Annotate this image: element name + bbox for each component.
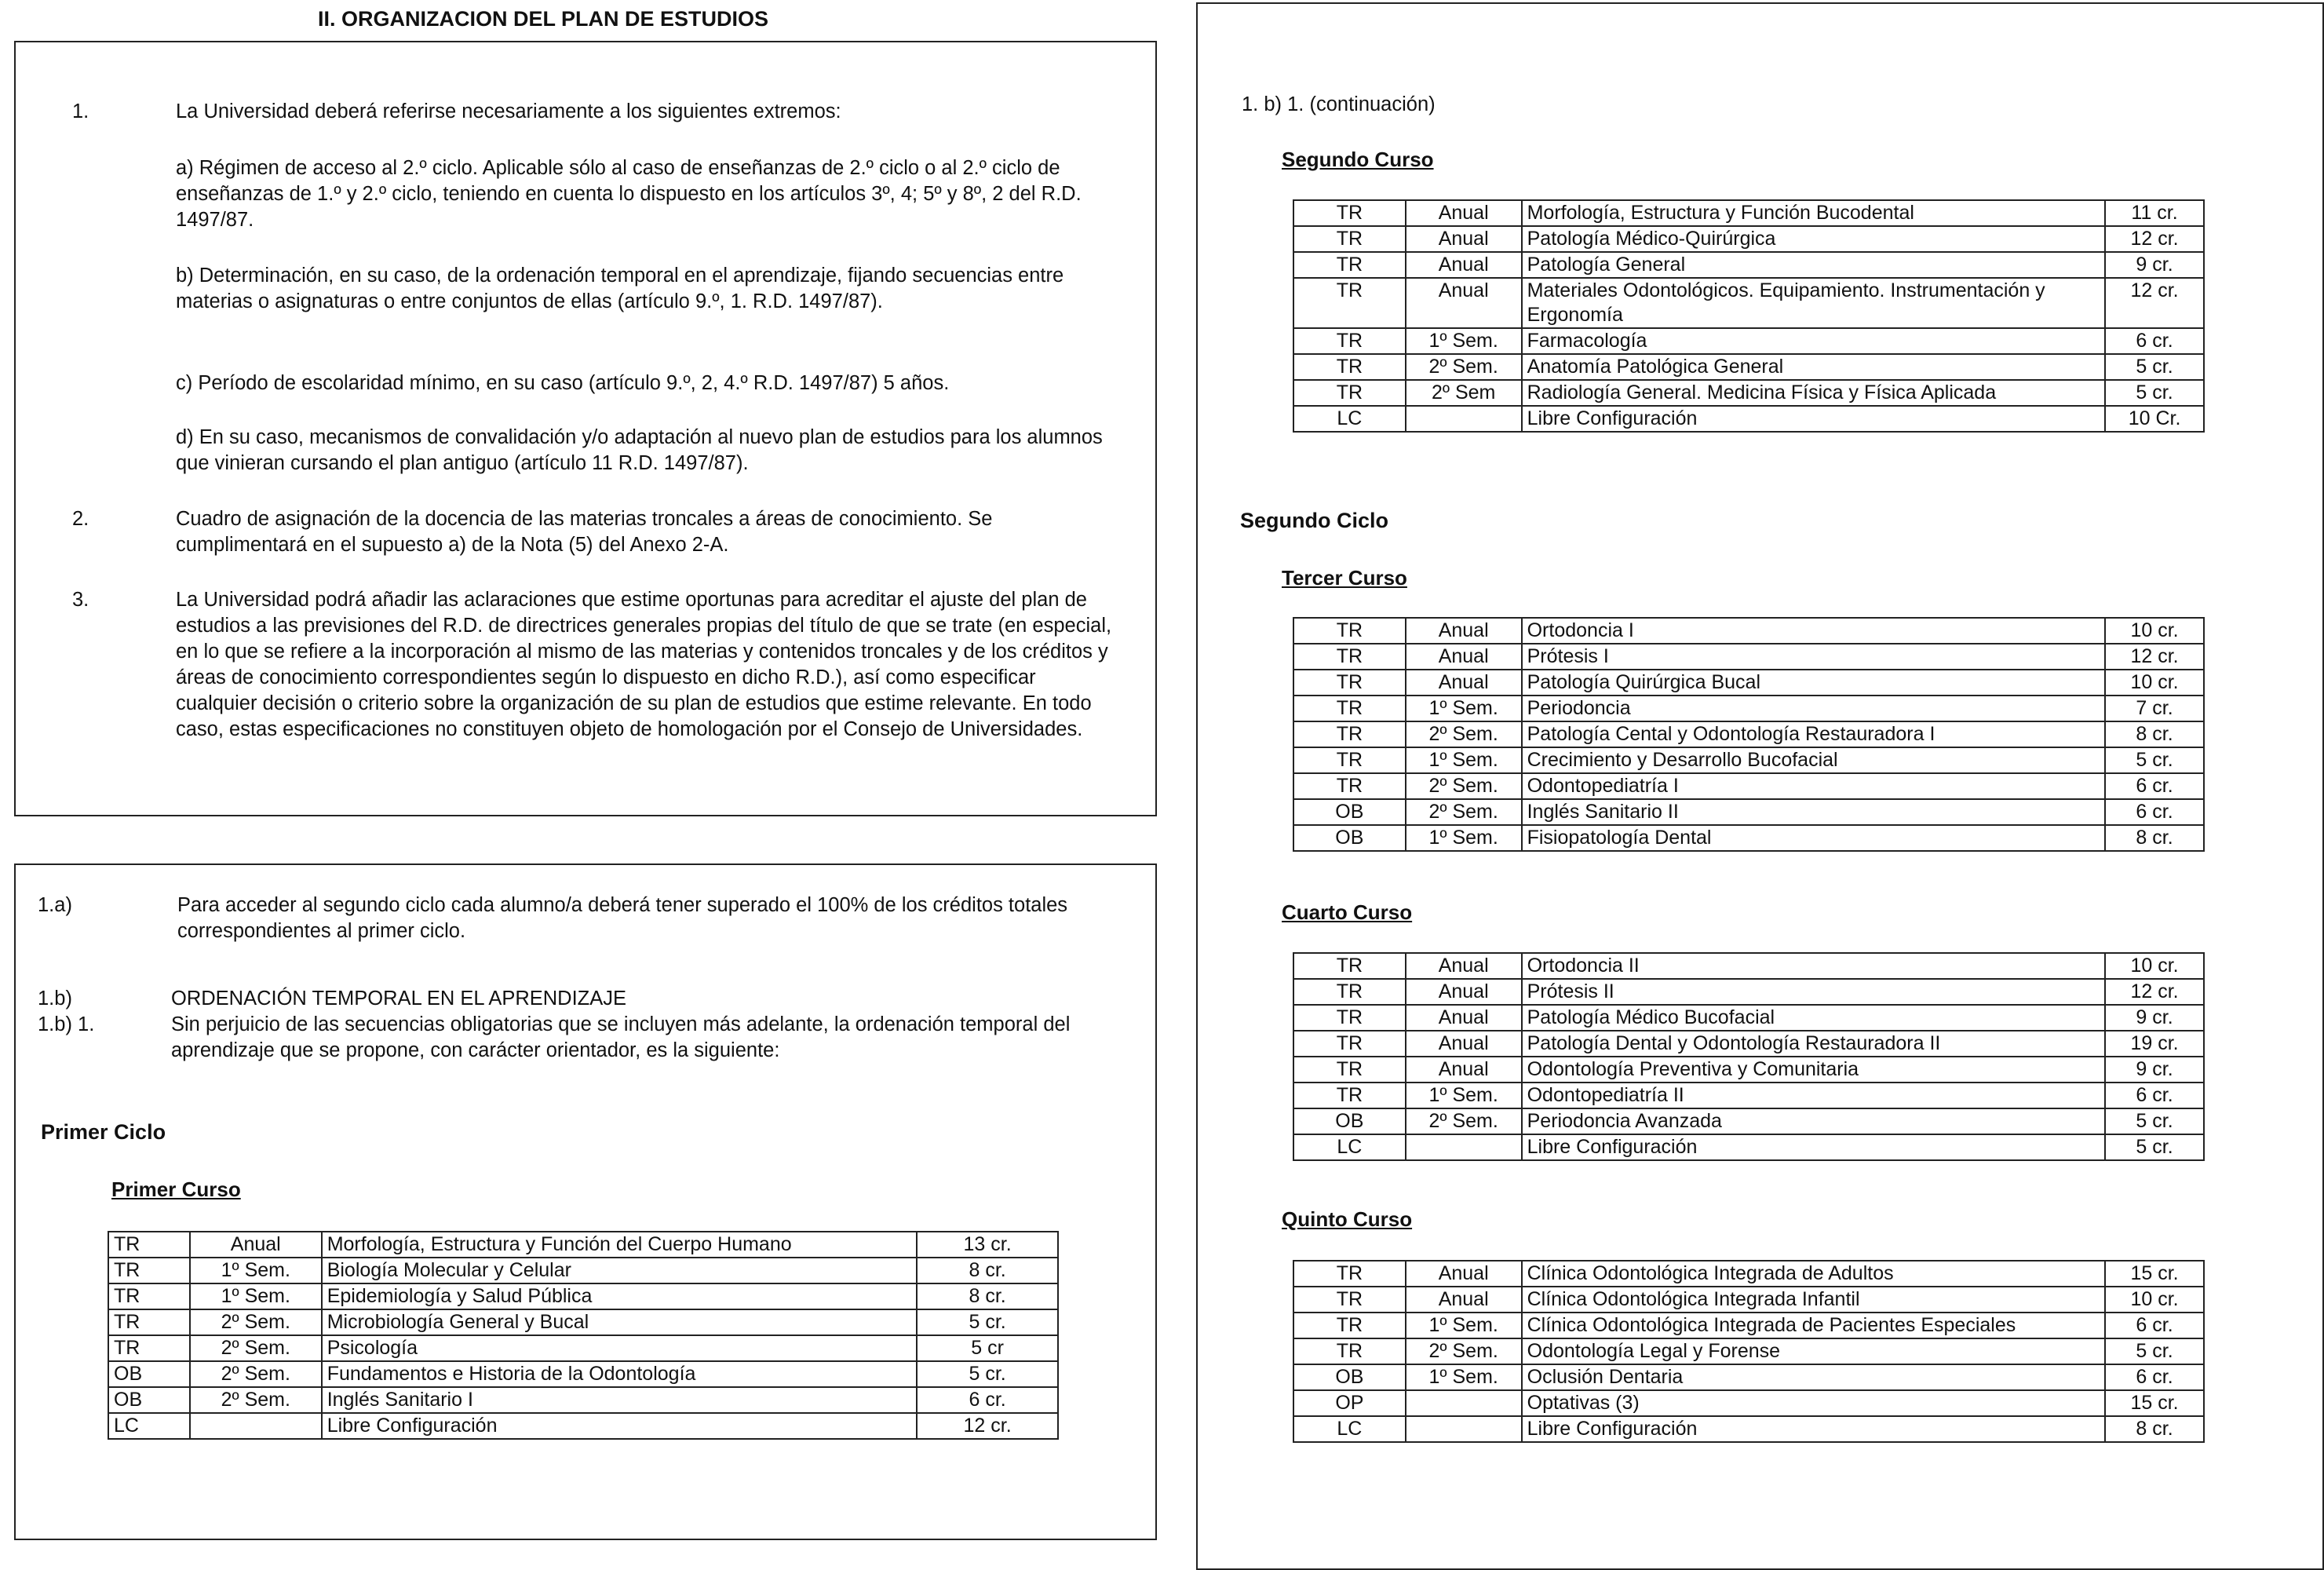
period-cell: 2º Sem. bbox=[1406, 773, 1522, 799]
table-row bbox=[1293, 1031, 2204, 1057]
table-row bbox=[108, 1361, 1058, 1387]
period-cell: 2º Sem. bbox=[1406, 1338, 1522, 1364]
credits-cell: 5 cr. bbox=[2105, 747, 2204, 773]
period-cell bbox=[1406, 1416, 1522, 1442]
page-title: II. ORGANIZACION DEL PLAN DE ESTUDIOS bbox=[318, 7, 769, 31]
subject-cell: Radiología General. Medicina Física y Física Aplicada bbox=[1522, 380, 2106, 406]
subject-cell: Libre Configuración bbox=[1522, 406, 2106, 432]
item-a-text: a) Régimen de acceso al 2.º ciclo. Aplicable sólo al caso de enseñanzas de 2.º ciclo o al 2.º ciclo de enseñanzas de 1.º y 2.º ciclo, teniendo en cuenta lo dispuesto en los artículos 3º, 4; 5º y 8º, 2 del R.D. 1497/87. bbox=[176, 157, 1082, 231]
period-cell bbox=[1406, 1134, 1522, 1160]
type-cell: TR bbox=[1293, 979, 1406, 1005]
period-cell: 2º Sem. bbox=[1406, 1108, 1522, 1134]
period-cell bbox=[1406, 1390, 1522, 1416]
table-row bbox=[1293, 226, 2204, 252]
table-row bbox=[1293, 1261, 2204, 1287]
credits-cell: 6 cr. bbox=[917, 1387, 1058, 1413]
credits-cell: 9 cr. bbox=[2105, 252, 2204, 278]
item-b-text: b) Determinación, en su caso, de la ordenación temporal en el aprendizaje, fijando secuencias entre materias o asignaturas o entre conjuntos de ellas (artículo 9.º, 1. R.D. 1497/87). bbox=[176, 265, 1064, 312]
period-cell: Anual bbox=[1406, 1261, 1522, 1287]
table-row bbox=[1293, 1287, 2204, 1313]
type-cell: TR bbox=[108, 1283, 190, 1309]
item-1-text: La Universidad deberá referirse necesariamente a los siguientes extremos: bbox=[176, 100, 841, 122]
credits-cell: 9 cr. bbox=[2105, 1057, 2204, 1083]
type-cell: TR bbox=[1293, 773, 1406, 799]
credits-cell: 10 cr. bbox=[2105, 953, 2204, 979]
table-row bbox=[1293, 1005, 2204, 1031]
credits-cell: 5 cr. bbox=[2105, 1108, 2204, 1134]
p1a-text: Para acceder al segundo ciclo cada alumno/a deberá tener superado el 100% de los créditos totales correspondientes al primer ciclo. bbox=[177, 894, 1068, 942]
subject-cell: Patología Quirúrgica Bucal bbox=[1522, 670, 2106, 696]
table-row bbox=[108, 1283, 1058, 1309]
credits-cell: 15 cr. bbox=[2105, 1261, 2204, 1287]
primer-curso-table bbox=[108, 1231, 1059, 1440]
table-row bbox=[1293, 618, 2204, 644]
subject-cell: Epidemiología y Salud Pública bbox=[322, 1283, 918, 1309]
type-cell: TR bbox=[108, 1335, 190, 1361]
table-row bbox=[108, 1387, 1058, 1413]
period-cell: Anual bbox=[190, 1232, 322, 1258]
period-cell: 1º Sem. bbox=[1406, 747, 1522, 773]
table-row bbox=[1293, 200, 2204, 226]
subject-cell: Periodoncia Avanzada bbox=[1522, 1108, 2106, 1134]
type-cell: TR bbox=[1293, 1287, 1406, 1313]
table-row bbox=[1293, 1416, 2204, 1442]
period-cell: 2º Sem. bbox=[1406, 721, 1522, 747]
subject-cell: Libre Configuración bbox=[1522, 1416, 2105, 1442]
type-cell: TR bbox=[1293, 1031, 1406, 1057]
type-cell: TR bbox=[1293, 1261, 1406, 1287]
subject-cell: Inglés Sanitario I bbox=[322, 1387, 918, 1413]
table-row bbox=[108, 1309, 1058, 1335]
period-cell: Anual bbox=[1406, 1057, 1522, 1083]
credits-cell: 8 cr. bbox=[2105, 721, 2204, 747]
period-cell: Anual bbox=[1406, 979, 1522, 1005]
credits-cell: 12 cr. bbox=[2105, 278, 2204, 328]
period-cell: Anual bbox=[1406, 1031, 1522, 1057]
subject-cell: Optativas (3) bbox=[1522, 1390, 2105, 1416]
table-row bbox=[1293, 406, 2204, 432]
subject-cell: Libre Configuración bbox=[1522, 1134, 2106, 1160]
credits-cell: 5 cr. bbox=[2105, 354, 2204, 380]
credits-cell: 8 cr. bbox=[2105, 1416, 2204, 1442]
table-row bbox=[108, 1335, 1058, 1361]
type-cell: TR bbox=[1293, 721, 1406, 747]
subject-cell: Patología Médico Bucofacial bbox=[1522, 1005, 2106, 1031]
period-cell: 2º Sem. bbox=[1406, 799, 1522, 825]
period-cell: Anual bbox=[1406, 644, 1522, 670]
period-cell: Anual bbox=[1406, 670, 1522, 696]
type-cell: TR bbox=[108, 1232, 190, 1258]
type-cell: TR bbox=[1293, 747, 1406, 773]
table-row bbox=[1293, 380, 2204, 406]
period-cell: 2º Sem. bbox=[190, 1361, 322, 1387]
credits-cell: 6 cr. bbox=[2105, 1364, 2204, 1390]
p1b1-text: Sin perjuicio de las secuencias obligatorias que se incluyen más adelante, la ordenación temporal del aprendizaje que se propone, con carácter orientador, es la siguiente: bbox=[171, 1013, 1071, 1061]
cuarto-curso-table bbox=[1293, 952, 2205, 1161]
type-cell: TR bbox=[1293, 696, 1406, 721]
period-cell: Anual bbox=[1406, 226, 1522, 252]
type-cell: TR bbox=[1293, 1338, 1406, 1364]
tercer-curso-table bbox=[1293, 617, 2205, 852]
type-cell: LC bbox=[1293, 1416, 1406, 1442]
item-3-number: 3. bbox=[72, 589, 89, 611]
period-cell: Anual bbox=[1406, 252, 1522, 278]
table-row bbox=[1293, 696, 2204, 721]
item-2-text: Cuadro de asignación de la docencia de las materias troncales a áreas de conocimiento. Se cumplimentará en el supuesto a) de la Nota (5) del Anexo 2-A. bbox=[176, 508, 993, 556]
credits-cell: 13 cr. bbox=[917, 1232, 1058, 1258]
p1b-number: 1.b) bbox=[38, 988, 72, 1010]
type-cell: OB bbox=[1293, 1364, 1406, 1390]
credits-cell: 5 cr. bbox=[917, 1361, 1058, 1387]
subject-cell: Oclusión Dentaria bbox=[1522, 1364, 2105, 1390]
credits-cell: 8 cr. bbox=[2105, 825, 2204, 851]
type-cell: OB bbox=[108, 1387, 190, 1413]
primer-curso-heading: Primer Curso bbox=[111, 1178, 241, 1201]
subject-cell: Clínica Odontológica Integrada de Pacientes Especiales bbox=[1522, 1313, 2105, 1338]
period-cell: 1º Sem. bbox=[1406, 1313, 1522, 1338]
credits-cell: 12 cr. bbox=[917, 1413, 1058, 1439]
period-cell: 2º Sem. bbox=[1406, 354, 1522, 380]
period-cell: Anual bbox=[1406, 618, 1522, 644]
credits-cell: 15 cr. bbox=[2105, 1390, 2204, 1416]
type-cell: TR bbox=[1293, 644, 1406, 670]
item-d-text: d) En su caso, mecanismos de convalidación y/o adaptación al nuevo plan de estudios para los alumnos que vinieran cursando el plan antiguo (artículo 11 R.D. 1497/87). bbox=[176, 426, 1103, 474]
credits-cell: 6 cr. bbox=[2105, 1083, 2204, 1108]
subject-cell: Crecimiento y Desarrollo Bucofacial bbox=[1522, 747, 2106, 773]
table-row bbox=[1293, 953, 2204, 979]
table-row bbox=[1293, 1338, 2204, 1364]
subject-cell: Patología General bbox=[1522, 252, 2106, 278]
table-row bbox=[108, 1232, 1058, 1258]
subject-cell: Prótesis I bbox=[1522, 644, 2106, 670]
table-row bbox=[108, 1258, 1058, 1283]
p1b-heading: ORDENACIÓN TEMPORAL EN EL APRENDIZAJE bbox=[171, 988, 627, 1010]
item-c-text: c) Período de escolaridad mínimo, en su caso (artículo 9.º, 2, 4.º R.D. 1497/87) 5 años. bbox=[176, 372, 950, 394]
subject-cell: Clínica Odontológica Integrada de Adultos bbox=[1522, 1261, 2105, 1287]
credits-cell: 7 cr. bbox=[2105, 696, 2204, 721]
subject-cell: Patología Médico-Quirúrgica bbox=[1522, 226, 2106, 252]
period-cell: 1º Sem. bbox=[1406, 328, 1522, 354]
type-cell: TR bbox=[1293, 1083, 1406, 1108]
type-cell: OB bbox=[1293, 825, 1406, 851]
table-row bbox=[1293, 721, 2204, 747]
credits-cell: 10 cr. bbox=[2105, 618, 2204, 644]
p1a-number: 1.a) bbox=[38, 894, 72, 916]
subject-cell: Biología Molecular y Celular bbox=[322, 1258, 918, 1283]
subject-cell: Patología Cental y Odontología Restauradora I bbox=[1522, 721, 2106, 747]
type-cell: OB bbox=[108, 1361, 190, 1387]
type-cell: TR bbox=[1293, 618, 1406, 644]
subject-cell: Clínica Odontológica Integrada Infantil bbox=[1522, 1287, 2105, 1313]
credits-cell: 6 cr. bbox=[2105, 1313, 2204, 1338]
credits-cell: 5 cr. bbox=[917, 1309, 1058, 1335]
subject-cell: Morfología, Estructura y Función Bucodental bbox=[1522, 200, 2106, 226]
table-row bbox=[1293, 773, 2204, 799]
table-row bbox=[1293, 1313, 2204, 1338]
table-row bbox=[1293, 670, 2204, 696]
period-cell bbox=[190, 1413, 322, 1439]
table-row bbox=[1293, 799, 2204, 825]
period-cell: 1º Sem. bbox=[1406, 1364, 1522, 1390]
subject-cell: Farmacología bbox=[1522, 328, 2106, 354]
type-cell: TR bbox=[108, 1258, 190, 1283]
type-cell: OB bbox=[1293, 799, 1406, 825]
type-cell: LC bbox=[1293, 406, 1406, 432]
continuation-label: 1. b) 1. (continuación) bbox=[1242, 93, 1436, 115]
credits-cell: 12 cr. bbox=[2105, 644, 2204, 670]
period-cell: 1º Sem. bbox=[1406, 696, 1522, 721]
period-cell: 1º Sem. bbox=[190, 1258, 322, 1283]
cuarto-curso-heading: Cuarto Curso bbox=[1282, 900, 1413, 924]
credits-cell: 10 cr. bbox=[2105, 670, 2204, 696]
period-cell: 2º Sem. bbox=[190, 1335, 322, 1361]
table-row bbox=[1293, 1083, 2204, 1108]
period-cell: Anual bbox=[1406, 1005, 1522, 1031]
credits-cell: 8 cr. bbox=[917, 1283, 1058, 1309]
type-cell: OB bbox=[1293, 1108, 1406, 1134]
subject-cell: Anatomía Patológica General bbox=[1522, 354, 2106, 380]
period-cell: 2º Sem. bbox=[190, 1309, 322, 1335]
segundo-curso-table bbox=[1293, 199, 2205, 433]
period-cell bbox=[1406, 406, 1522, 432]
credits-cell: 5 cr. bbox=[2105, 1338, 2204, 1364]
subject-cell: Libre Configuración bbox=[322, 1413, 918, 1439]
credits-cell: 6 cr. bbox=[2105, 773, 2204, 799]
item-3-text: La Universidad podrá añadir las aclaraciones que estime oportunas para acreditar el ajuste del plan de estudios a las previsiones del R.D. de directrices generales propias del título de que se trate (en especial, en lo que se refiere a la incorporación al mismo de las materias y contenidos troncales y de los créditos y áreas de conocimiento correspondientes según lo dispuesto en dicho R.D.), así como especificar cualquier decisión o criterio sobre la organización de su plan de estudios que estime relevante. En todo caso, estas especificaciones no constituyen objeto de homologación por el Consejo de Universidades. bbox=[176, 589, 1112, 740]
type-cell: TR bbox=[1293, 328, 1406, 354]
subject-cell: Fundamentos e Historia de la Odontología bbox=[322, 1361, 918, 1387]
table-row bbox=[1293, 1057, 2204, 1083]
period-cell: Anual bbox=[1406, 1287, 1522, 1313]
type-cell: TR bbox=[1293, 1313, 1406, 1338]
table-row bbox=[1293, 328, 2204, 354]
table-row bbox=[1293, 252, 2204, 278]
subject-cell: Microbiología General y Bucal bbox=[322, 1309, 918, 1335]
subject-cell: Prótesis II bbox=[1522, 979, 2106, 1005]
credits-cell: 12 cr. bbox=[2105, 226, 2204, 252]
type-cell: TR bbox=[1293, 1005, 1406, 1031]
credits-cell: 10 cr. bbox=[2105, 1287, 2204, 1313]
table-row bbox=[1293, 278, 2204, 328]
credits-cell: 6 cr. bbox=[2105, 799, 2204, 825]
credits-cell: 5 cr bbox=[917, 1335, 1058, 1361]
period-cell: 1º Sem. bbox=[1406, 825, 1522, 851]
subject-cell: Odontología Preventiva y Comunitaria bbox=[1522, 1057, 2106, 1083]
type-cell: TR bbox=[1293, 953, 1406, 979]
credits-cell: 5 cr. bbox=[2105, 380, 2204, 406]
subject-cell: Fisiopatología Dental bbox=[1522, 825, 2106, 851]
type-cell: TR bbox=[1293, 380, 1406, 406]
table-row bbox=[1293, 825, 2204, 851]
type-cell: TR bbox=[1293, 252, 1406, 278]
type-cell: TR bbox=[108, 1309, 190, 1335]
subject-cell: Patología Dental y Odontología Restauradora II bbox=[1522, 1031, 2106, 1057]
table-row bbox=[1293, 1364, 2204, 1390]
segundo-curso-heading: Segundo Curso bbox=[1282, 148, 1434, 171]
type-cell: TR bbox=[1293, 278, 1406, 328]
credits-cell: 11 cr. bbox=[2105, 200, 2204, 226]
subject-cell: Odontología Legal y Forense bbox=[1522, 1338, 2105, 1364]
segundo-ciclo-heading: Segundo Ciclo bbox=[1240, 509, 1388, 532]
subject-cell: Odontopediatría II bbox=[1522, 1083, 2106, 1108]
table-row bbox=[1293, 1108, 2204, 1134]
type-cell: LC bbox=[1293, 1134, 1406, 1160]
subject-cell: Materiales Odontológicos. Equipamiento. Instrumentación y Ergonomía bbox=[1522, 278, 2106, 328]
primer-ciclo-heading: Primer Ciclo bbox=[41, 1120, 166, 1144]
credits-cell: 19 cr. bbox=[2105, 1031, 2204, 1057]
item-2-number: 2. bbox=[72, 508, 89, 530]
credits-cell: 5 cr. bbox=[2105, 1134, 2204, 1160]
credits-cell: 9 cr. bbox=[2105, 1005, 2204, 1031]
period-cell: Anual bbox=[1406, 278, 1522, 328]
subject-cell: Psicología bbox=[322, 1335, 918, 1361]
subject-cell: Ortodoncia I bbox=[1522, 618, 2106, 644]
item-1-number: 1. bbox=[72, 100, 89, 122]
type-cell: OP bbox=[1293, 1390, 1406, 1416]
table-row bbox=[1293, 644, 2204, 670]
quinto-curso-table bbox=[1293, 1260, 2205, 1443]
subject-cell: Periodoncia bbox=[1522, 696, 2106, 721]
table-row bbox=[1293, 747, 2204, 773]
table-row bbox=[1293, 354, 2204, 380]
period-cell: Anual bbox=[1406, 953, 1522, 979]
subject-cell: Morfología, Estructura y Función del Cuerpo Humano bbox=[322, 1232, 918, 1258]
subject-cell: Ortodoncia II bbox=[1522, 953, 2106, 979]
period-cell: 2º Sem bbox=[1406, 380, 1522, 406]
type-cell: TR bbox=[1293, 670, 1406, 696]
subject-cell: Odontopediatría I bbox=[1522, 773, 2106, 799]
type-cell: TR bbox=[1293, 200, 1406, 226]
quinto-curso-heading: Quinto Curso bbox=[1282, 1207, 1413, 1231]
type-cell: TR bbox=[1293, 1057, 1406, 1083]
table-row bbox=[1293, 1134, 2204, 1160]
p1b1-number: 1.b) 1. bbox=[38, 1013, 95, 1035]
tercer-curso-heading: Tercer Curso bbox=[1282, 566, 1407, 590]
period-cell: 1º Sem. bbox=[1406, 1083, 1522, 1108]
period-cell: 2º Sem. bbox=[190, 1387, 322, 1413]
type-cell: TR bbox=[1293, 226, 1406, 252]
type-cell: TR bbox=[1293, 354, 1406, 380]
credits-cell: 8 cr. bbox=[917, 1258, 1058, 1283]
table-row bbox=[108, 1413, 1058, 1439]
credits-cell: 6 cr. bbox=[2105, 328, 2204, 354]
subject-cell: Inglés Sanitario II bbox=[1522, 799, 2106, 825]
table-row bbox=[1293, 979, 2204, 1005]
credits-cell: 10 Cr. bbox=[2105, 406, 2204, 432]
period-cell: Anual bbox=[1406, 200, 1522, 226]
type-cell: LC bbox=[108, 1413, 190, 1439]
credits-cell: 12 cr. bbox=[2105, 979, 2204, 1005]
period-cell: 1º Sem. bbox=[190, 1283, 322, 1309]
table-row bbox=[1293, 1390, 2204, 1416]
